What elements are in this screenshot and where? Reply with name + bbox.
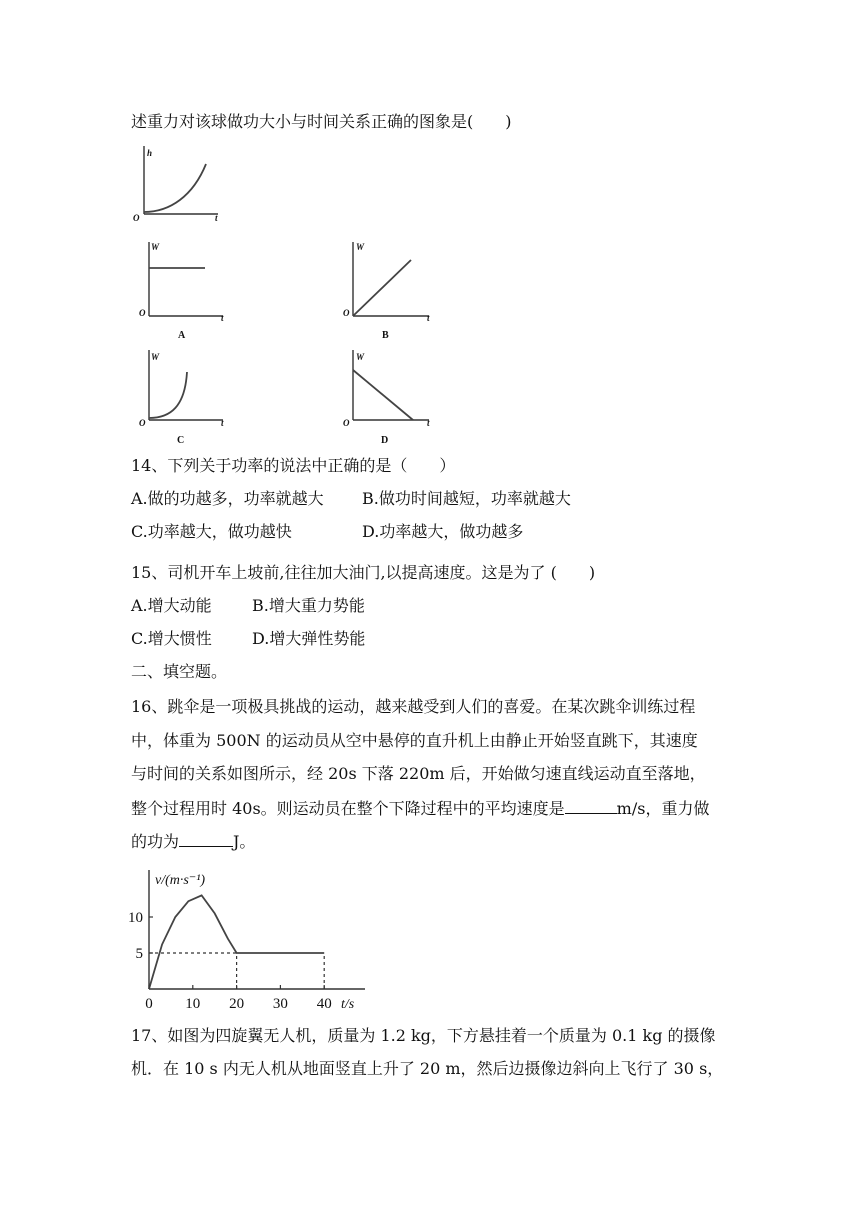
x-axis-label: t xyxy=(215,213,218,223)
section-title: 二、填空题。 xyxy=(131,662,228,681)
x-axis-label: t xyxy=(427,418,430,428)
q16-line-5-text: 的功为 xyxy=(131,832,180,851)
q16-line-1: 16、跳伞是一项极具挑战的运动，越来越受到人们的喜爱。在某次跳伞训练过程 xyxy=(131,697,696,716)
q16-line-4-unit: m/s，重力做 xyxy=(616,799,710,818)
q15-option-d: D.增大弹性势能 xyxy=(252,629,366,648)
q16-line-3: 与时间的关系如图所示，经 20s 下落 220m 后，开始做匀速直线运动直至落地， xyxy=(131,764,706,783)
option-c-graph xyxy=(137,348,237,448)
y-tick-label: 5 xyxy=(135,946,143,962)
q16-line-4-text: 整个过程用时 40s。则运动员在整个下降过程中的平均速度是 xyxy=(131,799,565,818)
q15-option-c: C.增大惯性 xyxy=(131,629,212,648)
option-letter: D xyxy=(381,435,389,446)
q15-option-a: A.增大动能 xyxy=(131,596,212,615)
velocity-time-chart xyxy=(125,868,375,1013)
h-curve xyxy=(144,164,206,212)
q16-line-2: 中，体重为 500N 的运动员从空中悬停的直升机上由静止开始竖直跳下，其速度 xyxy=(131,731,698,750)
w-curve-rising xyxy=(149,372,187,418)
answer-blank-speed[interactable] xyxy=(565,797,617,814)
q14-option-d: D.功率越大，做功越多 xyxy=(362,522,524,541)
y-axis-label: W xyxy=(151,242,160,252)
q16-line-5-unit: J。 xyxy=(233,832,256,851)
q14-stem: 14、下列关于功率的说法中正确的是（ ） xyxy=(131,456,456,475)
y-axis-label: W xyxy=(356,352,365,362)
q15-option-b: B.增大重力势能 xyxy=(252,596,365,615)
q16-line-4 xyxy=(131,797,709,820)
q16-line-5 xyxy=(131,830,255,853)
y-tick-label: 10 xyxy=(128,910,143,926)
x-tick-label: 20 xyxy=(229,996,245,1012)
y-axis-label: W xyxy=(356,242,365,252)
origin-label: O xyxy=(343,308,350,318)
option-b-graph xyxy=(343,240,443,345)
option-letter: B xyxy=(382,330,389,341)
x-tick-label: 0 xyxy=(145,996,153,1012)
chart-x-label: t/s xyxy=(341,997,355,1012)
origin-label: O xyxy=(139,418,146,428)
q14-option-a: A.做的功越多，功率就越大 xyxy=(131,489,324,508)
option-letter: C xyxy=(177,435,185,446)
y-axis-label: h xyxy=(147,148,153,158)
y-axis-label: W xyxy=(151,352,160,362)
answer-blank-work[interactable] xyxy=(179,830,233,847)
w-line-falling xyxy=(353,370,413,420)
q14-option-c: C.功率越大，做功越快 xyxy=(131,522,292,541)
x-tick-label: 40 xyxy=(316,996,332,1012)
option-d-graph xyxy=(343,348,443,448)
x-axis-label: t xyxy=(221,313,224,323)
origin-label: O xyxy=(343,418,350,428)
origin-label: O xyxy=(139,308,146,318)
origin-label: O xyxy=(133,213,140,223)
x-tick-label: 10 xyxy=(185,996,201,1012)
q13-stem-tail: 述重力对该球做功大小与时间关系正确的图象是( ) xyxy=(131,112,512,131)
q13-graph-h-t xyxy=(130,144,230,224)
option-letter: A xyxy=(178,330,186,341)
w-line-rising xyxy=(353,260,411,316)
x-axis-label: t xyxy=(427,313,430,323)
q17-line-2: 机．在 10 s 内无人机从地面竖直上升了 20 m，然后边摄像边斜向上飞行了 30 s， xyxy=(131,1059,724,1078)
x-axis-label: t xyxy=(221,418,224,428)
q17-line-1: 17、如图为四旋翼无人机，质量为 1.2 kg，下方悬挂着一个质量为 0.1 kg 的摄像 xyxy=(131,1026,716,1045)
x-tick-label: 30 xyxy=(272,996,288,1012)
chart-y-label: v/(m·s⁻¹) xyxy=(155,873,206,888)
option-a-graph xyxy=(137,240,237,345)
q15-stem: 15、司机开车上坡前,往往加大油门,以提高速度。这是为了 ( ) xyxy=(131,563,596,582)
q14-option-b: B.做功时间越短，功率就越大 xyxy=(362,489,571,508)
